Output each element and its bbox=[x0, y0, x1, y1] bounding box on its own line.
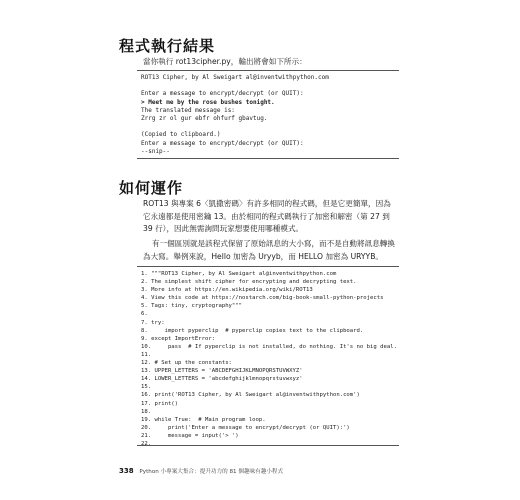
output-line bbox=[141, 123, 399, 131]
code-line: 4. View this code at https://nostarch.com/big-book-small-python-projects bbox=[141, 295, 384, 302]
intro-paragraph: 當你執行 rot13cipher.py，輸出將會如下所示： bbox=[143, 57, 307, 66]
code-line: 2. The simplest shift cipher for encrypting and decrypting text. bbox=[141, 279, 357, 286]
output-line: The translated message is: bbox=[141, 106, 235, 114]
explanation-paragraph-2: 有一個區別就是該程式保留了原始訊息的大小寫，而不是自動將訊息轉換為大寫。舉例來說，Hello 加密為 Uryyb，而 HELLO 加密為 URYYB。 bbox=[143, 239, 395, 261]
explanation-paragraph-1: ROT13 與專案 6〈凱撒密碼〉有許多相同的程式碼，但是它更簡單，因為它永遠都是使用密鑰 13。由於相同的程式碼執行了加密和解密（第 27 到 39 行），因此無需詢問玩家想要使用哪種模式。 bbox=[143, 199, 391, 234]
code-line: 7. try: bbox=[141, 319, 165, 326]
code-line: 5. Tags: tiny, cryptography""" bbox=[141, 303, 243, 310]
code-line: 16. print('ROT13 Cipher, by Al Sweigart al@inventwithpython.com') bbox=[141, 392, 360, 399]
output-line: Zrrg zr ol gur ebfr ohfurf gbavtug. bbox=[141, 114, 268, 122]
output-line bbox=[141, 82, 399, 90]
code-line: 10. pass # If pyperclip is not installed, do nothing. It's no big deal. bbox=[141, 343, 397, 350]
output-line: Enter a message to encrypt/decrypt (or QUIT): bbox=[141, 90, 304, 98]
code-line: 17. print() bbox=[141, 400, 179, 407]
code-box-bottom-rule bbox=[137, 445, 399, 446]
section-heading-how-it-works: 如何運作 bbox=[119, 179, 184, 197]
code-line: 22. bbox=[141, 440, 152, 447]
page-footer bbox=[119, 467, 283, 475]
code-box-top-rule bbox=[137, 266, 399, 267]
program-output bbox=[141, 74, 399, 156]
output-line: (Copied to clipboard.) bbox=[141, 131, 221, 139]
code-listing bbox=[141, 270, 401, 448]
output-line: > Meet me by the rose bushes tonight. bbox=[141, 98, 275, 106]
code-line: 3. More info at https://en.wikipedia.org/wiki/ROT13 bbox=[141, 287, 313, 294]
section-heading-output: 程式執行結果 bbox=[119, 37, 216, 55]
code-line: 9. except ImportError: bbox=[141, 335, 216, 342]
output-line: --snip-- bbox=[141, 147, 170, 155]
code-line: 12. # Set up the constants: bbox=[141, 360, 232, 367]
running-book-title: Python 小專案大集合：提升功力的 81 個趣味有趣小程式 bbox=[139, 469, 284, 475]
code-line: 11. bbox=[141, 351, 152, 358]
page-number: 338 bbox=[119, 467, 134, 475]
code-line: 14. LOWER_LETTERS = 'abcdefghijklmnopqrstuvwxyz' bbox=[141, 376, 303, 383]
code-line: 8. import pyperclip # pyperclip copies text to the clipboard. bbox=[141, 327, 364, 334]
output-line: ROT13 Cipher, by Al Sweigart al@inventwithpython.com bbox=[141, 74, 329, 81]
code-line: 19. while True: # Main program loop. bbox=[141, 416, 266, 423]
code-line: 15. bbox=[141, 384, 152, 391]
output-box-bottom-rule bbox=[137, 158, 399, 159]
code-line: 6. bbox=[141, 311, 148, 318]
output-line: Enter a message to encrypt/decrypt (or QUIT): bbox=[141, 139, 304, 147]
code-line: 20. print('Enter a message to encrypt/decrypt (or QUIT):') bbox=[141, 424, 350, 431]
code-line: 13. UPPER_LETTERS = 'ABCDEFGHIJKLMNOPQRSTUVWXYZ' bbox=[141, 368, 303, 375]
code-line: 1. """ROT13 Cipher, by Al Sweigart al@inventwithpython.com bbox=[141, 271, 337, 277]
code-line: 21. message = input('> ') bbox=[141, 432, 239, 439]
code-line: 18. bbox=[141, 408, 152, 415]
output-box-top-rule bbox=[137, 70, 399, 71]
